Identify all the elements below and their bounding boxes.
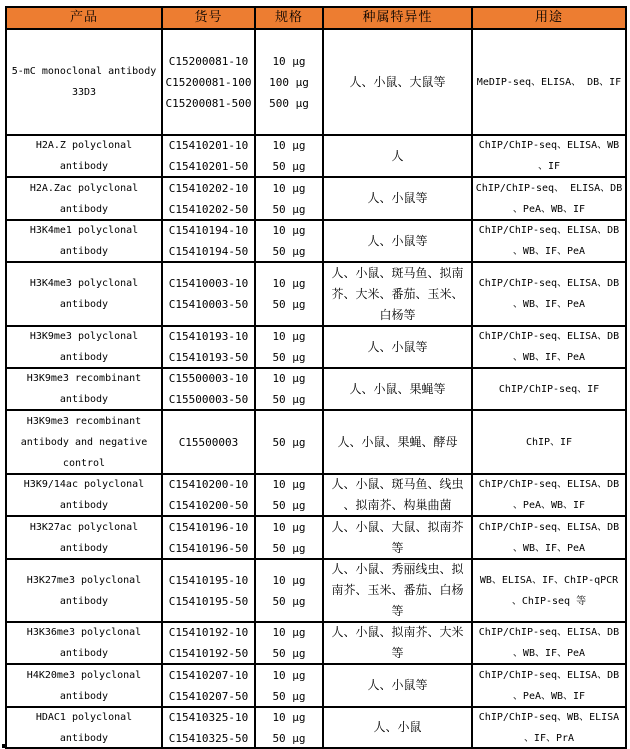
spec-cell-line: 10 μg xyxy=(272,626,306,639)
product-cell-line: H3K9me3 recombinant antibody xyxy=(26,373,142,405)
species-cell-line: 人、小鼠等 xyxy=(367,339,428,354)
spec-cell xyxy=(256,665,324,708)
spec-cell-line: 50 μg xyxy=(272,594,306,608)
species-cell-line: 人、小鼠、斑马鱼、拟南芥、大米、番茄、玉米、白杨等 xyxy=(331,265,464,322)
product-cell-line: 5-mC monoclonal antibody 33D3 xyxy=(11,66,157,98)
product-cell-line: H4K20me3 polyclonal antibody xyxy=(26,669,142,702)
species-cell xyxy=(324,263,473,327)
spec-cell xyxy=(256,221,324,263)
catalog-cell-line: C15200081-100 xyxy=(165,75,252,89)
species-cell xyxy=(324,475,473,517)
species-cell xyxy=(324,623,473,665)
usage-cell xyxy=(473,369,625,411)
spec-cell xyxy=(256,475,324,517)
spec-cell-line: 10 μg xyxy=(272,710,306,724)
product-cell-line: H3K4me1 polyclonal antibody xyxy=(29,225,139,257)
spec-cell-line: 50 μg xyxy=(272,351,306,364)
spec-cell xyxy=(256,30,324,136)
catalog-cell-line: C15410201-10 xyxy=(168,139,249,152)
usage-cell-line: ChIP/ChIP-seq、 ELISA、DB、PeA、WB、IF xyxy=(475,182,623,215)
spec-cell-line: 10 μg xyxy=(272,372,306,385)
species-cell-line: 人、小鼠 xyxy=(373,720,422,734)
product-cell xyxy=(7,30,163,136)
product-cell xyxy=(7,263,163,327)
usage-cell xyxy=(473,623,625,665)
product-cell xyxy=(7,665,163,708)
spec-cell-line: 10 μg xyxy=(272,139,306,152)
spec-cell xyxy=(256,517,324,560)
spec-cell xyxy=(256,560,324,623)
spec-cell-line: 50 μg xyxy=(272,160,306,173)
spec-cell-line: 10 μg xyxy=(272,478,306,491)
species-cell-line: 人、小鼠等 xyxy=(367,233,428,248)
catalog-cell-line: C15410202-50 xyxy=(168,202,249,216)
catalog-cell-line: C15410325-10 xyxy=(168,710,249,724)
catalog-cell-line: C15410194-50 xyxy=(168,245,249,258)
spec-cell-line: 50 μg xyxy=(272,541,306,555)
catalog-cell-line: C15410207-10 xyxy=(168,668,249,682)
species-cell xyxy=(324,369,473,411)
usage-cell-line: ChIP/ChIP-seq、ELISA、WB、IF xyxy=(478,140,620,172)
species-cell-line: 人、小鼠、大鼠等 xyxy=(349,74,446,89)
product-cell-line: H3K9me3 recombinant antibody and negative control xyxy=(20,415,148,469)
usage-cell-line: ChIP、IF xyxy=(525,436,573,448)
species-cell-line: 人、小鼠、果蝇、酵母 xyxy=(337,434,458,449)
catalog-cell xyxy=(163,221,256,263)
catalog-cell xyxy=(163,560,256,623)
product-table xyxy=(5,6,627,749)
column-header-application: 用途 xyxy=(473,8,625,30)
species-cell xyxy=(324,327,473,369)
catalog-cell-line: C15410193-50 xyxy=(168,351,249,364)
product-cell-line: H3K9me3 polyclonal antibody xyxy=(29,331,139,363)
spec-cell xyxy=(256,263,324,327)
catalog-cell-line: C15200081-500 xyxy=(165,96,252,110)
usage-cell xyxy=(473,221,625,263)
usage-cell-line: ChIP/ChIP-seq、ELISA、DB、WB、IF、PeA xyxy=(478,278,620,310)
species-cell-line: 人、小鼠等 xyxy=(367,678,428,692)
catalog-cell xyxy=(163,623,256,665)
species-cell xyxy=(324,560,473,623)
catalog-cell-line: C15410200-50 xyxy=(168,499,249,512)
column-header-product: 产品 xyxy=(7,8,163,30)
column-header-species-specificity: 种属特异性 xyxy=(324,8,473,30)
usage-cell-line: ChIP/ChIP-seq、ELISA、DB、WB、IF、PeA xyxy=(478,331,620,363)
spec-cell-line: 10 μg xyxy=(272,668,306,682)
spec-cell-line: 50 μg xyxy=(272,647,306,660)
product-cell xyxy=(7,327,163,369)
catalog-cell xyxy=(163,178,256,221)
species-cell-line: 人、小鼠、果蝇等 xyxy=(349,381,446,396)
spec-cell-line: 10 μg xyxy=(272,54,306,68)
species-cell xyxy=(324,178,473,221)
column-header-catalog-number: 货号 xyxy=(163,8,256,30)
column-header-specification: 规格 xyxy=(256,8,324,30)
usage-cell xyxy=(473,263,625,327)
catalog-cell-line: C15410200-10 xyxy=(168,478,249,491)
spec-cell-line: 50 μg xyxy=(272,202,306,216)
usage-cell-line: MeDIP-seq、ELISA、 DB、IF xyxy=(476,76,622,88)
product-cell xyxy=(7,517,163,560)
spec-cell-line: 50 μg xyxy=(272,245,306,258)
species-cell xyxy=(324,517,473,560)
catalog-cell-line: C15410193-10 xyxy=(168,330,249,343)
catalog-cell-line: C15410192-50 xyxy=(168,647,249,660)
usage-cell-line: ChIP/ChIP-seq、ELISA、DB、PeA、WB、IF xyxy=(478,479,620,511)
catalog-cell-line: C15410207-50 xyxy=(168,689,249,703)
product-cell-line: H3K36me3 polyclonal antibody xyxy=(26,627,142,659)
usage-cell-line: ChIP/ChIP-seq、ELISA、DB、WB、IF、PeA xyxy=(478,627,620,659)
product-cell xyxy=(7,411,163,475)
catalog-cell xyxy=(163,327,256,369)
product-cell xyxy=(7,178,163,221)
spec-cell-line: 500 μg xyxy=(269,96,309,110)
catalog-cell xyxy=(163,136,256,178)
catalog-cell xyxy=(163,517,256,560)
species-cell-line: 人、小鼠、拟南芥、大米等 xyxy=(331,625,464,660)
spec-cell-line: 50 μg xyxy=(272,298,306,311)
spec-cell-line: 10 μg xyxy=(272,573,306,587)
usage-cell xyxy=(473,327,625,369)
usage-cell xyxy=(473,560,625,623)
catalog-cell xyxy=(163,411,256,475)
spec-cell-line: 50 μg xyxy=(272,731,306,745)
usage-cell xyxy=(473,30,625,136)
catalog-cell xyxy=(163,708,256,747)
species-cell xyxy=(324,708,473,747)
spec-cell-line: 10 μg xyxy=(272,224,306,237)
spec-cell xyxy=(256,623,324,665)
catalog-cell-line: C15410325-50 xyxy=(168,731,249,745)
stray-mark xyxy=(2,744,6,748)
catalog-cell-line: C15200081-10 xyxy=(168,54,249,68)
catalog-cell-line: C15500003-50 xyxy=(168,393,249,406)
usage-cell xyxy=(473,475,625,517)
catalog-cell-line: C15410195-50 xyxy=(168,594,249,608)
usage-cell xyxy=(473,665,625,708)
usage-cell-line: ChIP/ChIP-seq、ELISA、DB、PeA、WB、IF xyxy=(478,669,620,702)
spec-cell-line: 10 μg xyxy=(272,520,306,534)
catalog-cell-line: C15410196-50 xyxy=(168,541,249,555)
spec-cell-line: 50 μg xyxy=(272,499,306,512)
product-cell xyxy=(7,623,163,665)
catalog-cell-line: C15410194-10 xyxy=(168,224,249,237)
species-cell xyxy=(324,30,473,136)
spec-cell xyxy=(256,178,324,221)
species-cell xyxy=(324,411,473,475)
spec-cell-line: 50 μg xyxy=(272,689,306,703)
product-cell xyxy=(7,136,163,178)
species-cell xyxy=(324,665,473,708)
spec-cell xyxy=(256,327,324,369)
product-cell-line: H3K9/14ac polyclonal antibody xyxy=(23,479,145,511)
species-cell-line: 人、小鼠、大鼠、拟南芥等 xyxy=(331,519,464,555)
catalog-cell-line: C15410195-10 xyxy=(168,573,249,587)
usage-cell xyxy=(473,136,625,178)
spec-cell-line: 100 μg xyxy=(269,75,309,89)
catalog-cell xyxy=(163,30,256,136)
species-cell-line: 人 xyxy=(391,148,404,163)
usage-cell-line: ChIP/ChIP-seq、IF xyxy=(498,383,600,395)
spec-cell-line: 10 μg xyxy=(272,277,306,290)
usage-cell xyxy=(473,708,625,747)
species-cell-line: 人、小鼠等 xyxy=(367,191,428,205)
usage-cell-line: ChIP/ChIP-seq、WB、ELISA、IF、PrA xyxy=(478,711,620,744)
product-cell-line: H2A.Zac polyclonal antibody xyxy=(29,182,139,215)
product-cell-line: H2A.Z polyclonal antibody xyxy=(35,140,133,172)
spec-cell-line: 50 μg xyxy=(272,435,306,449)
spec-cell xyxy=(256,708,324,747)
catalog-cell xyxy=(163,263,256,327)
product-cell xyxy=(7,369,163,411)
usage-cell xyxy=(473,411,625,475)
product-cell xyxy=(7,560,163,623)
product-cell-line: HDAC1 polyclonal antibody xyxy=(35,711,133,744)
product-cell-line: H3K27ac polyclonal antibody xyxy=(29,521,139,554)
species-cell xyxy=(324,221,473,263)
catalog-cell-line: C15410202-10 xyxy=(168,181,249,195)
catalog-cell-line: C15410003-50 xyxy=(168,298,249,311)
species-cell-line: 人、小鼠、秀丽线虫、拟南芥、玉米、番茄、白杨等 xyxy=(331,562,464,618)
product-cell-line: H3K27me3 polyclonal antibody xyxy=(26,574,142,607)
catalog-cell-line: C15410196-10 xyxy=(168,520,249,534)
spec-cell xyxy=(256,411,324,475)
spec-cell xyxy=(256,369,324,411)
usage-cell-line: WB、ELISA、IF、ChIP-qPCR、ChIP-seq 等 xyxy=(479,574,619,607)
product-cell xyxy=(7,221,163,263)
catalog-cell xyxy=(163,665,256,708)
product-cell xyxy=(7,708,163,747)
catalog-cell-line: C15500003 xyxy=(178,435,239,449)
usage-cell xyxy=(473,178,625,221)
catalog-cell-line: C15410192-10 xyxy=(168,626,249,639)
usage-cell-line: ChIP/ChIP-seq、ELISA、DB、WB、IF、PeA xyxy=(478,225,620,257)
spec-cell-line: 50 μg xyxy=(272,393,306,406)
species-cell-line: 人、小鼠、斑马鱼、线虫、拟南芥、构巢曲菌 xyxy=(331,477,464,512)
catalog-cell xyxy=(163,369,256,411)
spec-cell xyxy=(256,136,324,178)
species-cell xyxy=(324,136,473,178)
usage-cell-line: ChIP/ChIP-seq、ELISA、DB、WB、IF、PeA xyxy=(478,521,620,554)
catalog-cell-line: C15410003-10 xyxy=(168,277,249,290)
product-cell xyxy=(7,475,163,517)
product-cell-line: H3K4me3 polyclonal antibody xyxy=(29,278,139,310)
spec-cell-line: 10 μg xyxy=(272,181,306,195)
catalog-cell-line: C15410201-50 xyxy=(168,160,249,173)
spec-cell-line: 10 μg xyxy=(272,330,306,343)
catalog-cell xyxy=(163,475,256,517)
usage-cell xyxy=(473,517,625,560)
catalog-cell-line: C15500003-10 xyxy=(168,372,249,385)
